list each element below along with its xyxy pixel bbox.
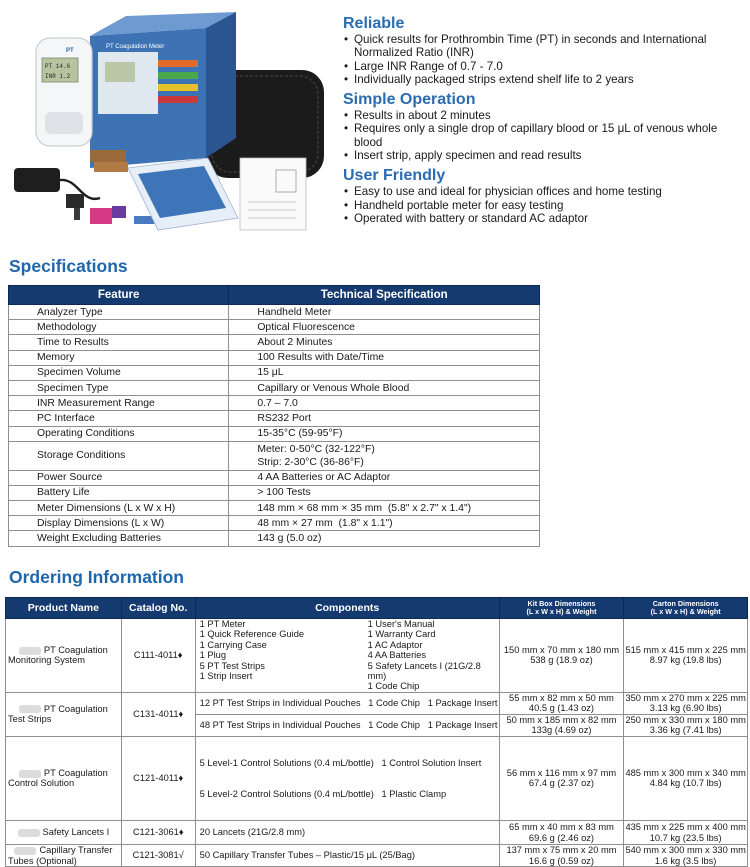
product-name-line: PT Coagulation: [8, 704, 119, 714]
ordering-table: [5, 597, 748, 867]
feature-bullet: • Results in about 2 minutes: [343, 109, 743, 122]
meter-screen-line1: PT 14.6: [45, 63, 71, 70]
column-header-product: Product Name: [6, 598, 122, 619]
table-row: [9, 516, 540, 531]
spec-value: [229, 441, 540, 470]
column-header-kit-box: [499, 598, 624, 619]
header-line: (L x W x H) & Weight: [650, 607, 721, 616]
table-header-row: [6, 598, 748, 619]
product-name: [6, 845, 122, 867]
table-row: [9, 305, 540, 320]
spec-feature: Methodology: [9, 320, 229, 335]
spec-value-line: Meter: 0-50°C (32-122°F): [257, 443, 375, 455]
table-header-row: [9, 286, 540, 305]
spec-feature: Battery Life: [9, 485, 229, 500]
feature-bullet: • Quick results for Prothrombin Time (PT) in seconds and International Normalized Ratio (INR): [343, 33, 743, 60]
product-kit-image: [8, 8, 330, 246]
lancets: [90, 206, 156, 224]
spec-feature: INR Measurement Range: [9, 396, 229, 411]
components: 48 PT Test Strips in Individual Pouches 1 Code Chip 1 Package Insert: [195, 714, 499, 736]
product-name-line: Control Solution: [8, 778, 75, 789]
table-row: [6, 821, 748, 845]
table-row: [9, 411, 540, 426]
pt-meter: [36, 38, 92, 146]
table-row: [9, 350, 540, 365]
spec-value: 15-35°C (59-95°F): [229, 426, 540, 441]
kit-box-dimensions: 55 mm x 82 mm x 50 mm 40.5 g (1.43 oz): [499, 692, 624, 714]
spec-value: 100 Results with Date/Time: [229, 350, 540, 365]
spec-value: Optical Fluorescence: [229, 320, 540, 335]
header-line: Carton Dimensions: [652, 599, 719, 608]
product-name-line: Safety Lancets I: [8, 827, 119, 837]
spec-value: 15 μL: [229, 365, 540, 380]
meter-label: PT: [66, 48, 74, 54]
feature-heading-reliable: Reliable: [343, 15, 405, 32]
header-line: Kit Box Dimensions: [527, 599, 596, 608]
table-row: [9, 470, 540, 485]
catalog-number: C121-4011♦: [121, 736, 195, 820]
spec-feature: Storage Conditions: [9, 441, 229, 470]
product-name: [6, 619, 122, 693]
spec-feature: Operating Conditions: [9, 426, 229, 441]
components: 5 Level-1 Control Solutions (0.4 mL/bottle) 1 Control Solution Insert 5 Level-2 Control Solutions (0.4 mL/bottle) 1 Plastic Clamp: [195, 736, 499, 820]
spec-value: 4 AA Batteries or AC Adaptor: [229, 470, 540, 485]
catalog-number: C121-3081√: [121, 845, 195, 867]
strip-pouches: [90, 150, 128, 172]
feature-bullet: • Individually packaged strips extend shelf life to 2 years: [343, 73, 743, 86]
components: [195, 619, 499, 693]
column-header-spec: Technical Specification: [229, 286, 540, 305]
spec-value: About 2 Minutes: [229, 335, 540, 350]
feature-bullet: • Handheld portable meter for easy testing: [343, 199, 743, 212]
spec-feature: Power Source: [9, 470, 229, 485]
feature-bullet: • Easy to use and ideal for physician offices and home testing: [343, 185, 743, 198]
box-label: PT Coagulation Meter: [106, 44, 165, 50]
column-header-components: Components: [195, 598, 499, 619]
spec-feature: Display Dimensions (L x W): [9, 516, 229, 531]
table-row: [9, 380, 540, 395]
components: 50 Capillary Transfer Tubes – Plastic/15 μL (25/Bag): [195, 845, 499, 867]
catalog-number: C131-4011♦: [121, 692, 195, 736]
product-name-line: Capillary Transfer: [8, 845, 119, 855]
product-name: [6, 736, 122, 820]
carton-dimensions: 435 mm x 225 mm x 400 mm 10.7 kg (23.5 lbs): [625, 822, 746, 843]
carton-dimensions: 540 mm x 300 mm x 330 mm 1.6 kg (3.5 lbs): [625, 845, 746, 866]
spec-feature: Specimen Volume: [9, 365, 229, 380]
spec-value: 0.7 – 7.0: [229, 396, 540, 411]
carton-dimensions: 250 mm x 330 mm x 180 mm 3.36 kg (7.41 lbs): [625, 714, 746, 736]
feature-bullet: • Insert strip, apply specimen and read results: [343, 149, 743, 162]
table-row: [6, 692, 748, 714]
components-left: 1 PT Meter 1 Quick Reference Guide 1 Carrying Case 1 Plug 5 PT Test Strips 1 Strip Insert: [199, 619, 305, 682]
table-row: [6, 619, 748, 693]
column-header-catalog: Catalog No.: [121, 598, 195, 619]
table-row: [6, 736, 748, 820]
product-name: [6, 692, 122, 736]
feature-heading-simple-operation: Simple Operation: [343, 91, 476, 109]
components-right: 1 User's Manual 1 Warranty Card 1 AC Adaptor 4 AA Batteries 5 Safety Lancets I (21G/2.8 mm) 1 Code Chip: [367, 619, 481, 692]
table-row: [9, 335, 540, 350]
table-row: [6, 845, 748, 867]
header-line: (L x W x H) & Weight: [526, 607, 597, 616]
table-row: [9, 396, 540, 411]
feature-bullets-reliable: [343, 33, 743, 86]
feature-bullet: • Requires only a single drop of capillary blood or 15 μL of venous whole blood: [343, 122, 743, 149]
table-row: [9, 441, 540, 470]
feature-bullets-user-friendly: [343, 185, 743, 225]
table-row: [9, 531, 540, 546]
kit-box-dimensions: 150 mm x 70 mm x 180 mm 538 g (18.9 oz): [499, 619, 624, 693]
product-name-line: Tubes (Optional): [8, 855, 77, 866]
components: 20 Lancets (21G/2.8 mm): [195, 821, 499, 845]
spec-feature: Memory: [9, 350, 229, 365]
spec-value: RS232 Port: [229, 411, 540, 426]
spec-value: Capillary or Venous Whole Blood: [229, 380, 540, 395]
ordering-heading: Ordering Information: [9, 567, 184, 587]
specifications-heading: Specifications: [9, 256, 128, 276]
carton-dimensions: 515 mm x 415 mm x 225 mm 8.97 kg (19.8 lbs): [624, 619, 748, 693]
spec-feature: Specimen Type: [9, 380, 229, 395]
table-row: [9, 485, 540, 500]
spec-value-line: Strip: 2-30°C (36-86°F): [257, 456, 364, 468]
catalog-number: C111-4011♦: [121, 619, 195, 693]
specifications-table: [8, 285, 540, 547]
table-row: [9, 365, 540, 380]
spec-feature: Meter Dimensions (L x W x H): [9, 501, 229, 516]
carton-dimensions: 485 mm x 300 mm x 340 mm 4.84 kg (10.7 lbs): [624, 736, 748, 820]
feature-bullet: • Large INR Range of 0.7 - 7.0: [343, 60, 743, 73]
product-name-line: Monitoring System: [8, 655, 85, 666]
spec-feature: Time to Results: [9, 335, 229, 350]
components: 12 PT Test Strips in Individual Pouches 1 Code Chip 1 Package Insert: [195, 692, 499, 714]
spec-feature: Weight Excluding Batteries: [9, 531, 229, 546]
product-name-line: Test Strips: [8, 714, 52, 725]
product-name-line: PT Coagulation: [8, 645, 119, 655]
feature-heading-user-friendly: User Friendly: [343, 167, 446, 185]
table-row: [9, 426, 540, 441]
table-row: [9, 320, 540, 335]
feature-list: [343, 14, 743, 229]
spec-feature: PC Interface: [9, 411, 229, 426]
kit-box-dimensions: 137 mm x 75 mm x 20 mm 16.6 g (0.59 oz): [499, 845, 624, 867]
column-header-carton: [624, 598, 748, 619]
catalog-number: C121-3061♦: [121, 821, 195, 845]
feature-bullets-simple-operation: [343, 109, 743, 162]
spec-value: Handheld Meter: [229, 305, 540, 320]
spec-value: 148 mm × 68 mm × 35 mm (5.8" x 2.7" x 1.4"): [229, 501, 540, 516]
kit-box: [90, 12, 236, 168]
feature-bullet: • Operated with battery or standard AC adaptor: [343, 212, 743, 225]
spec-value: 143 g (5.0 oz): [229, 531, 540, 546]
kit-box-dimensions: 65 mm x 40 mm x 83 mm 69.6 g (2.46 oz): [499, 821, 624, 845]
product-name-line: PT Coagulation: [8, 768, 119, 778]
ac-adaptor: [14, 168, 100, 220]
kit-box-dimensions: 56 mm x 116 mm x 97 mm 67.4 g (2.37 oz): [499, 736, 624, 820]
spec-value: > 100 Tests: [229, 485, 540, 500]
table-row: [9, 501, 540, 516]
kit-box-dimensions: 50 mm x 185 mm x 82 mm 133g (4.69 oz): [499, 714, 624, 736]
product-name: [6, 821, 122, 845]
carton-dimensions: 350 mm x 270 mm x 225 mm 3.13 kg (6.90 lbs): [625, 692, 746, 714]
spec-feature: Analyzer Type: [9, 305, 229, 320]
column-header-feature: Feature: [9, 286, 229, 305]
meter-screen-line2: INR 1.2: [45, 73, 71, 80]
spec-value: 48 mm × 27 mm (1.8" x 1.1"): [229, 516, 540, 531]
